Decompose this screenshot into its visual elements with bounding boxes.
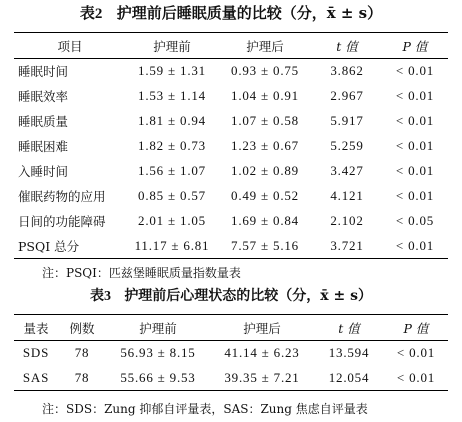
- t-value: 12.054: [314, 366, 384, 391]
- t-value: 5.259: [330, 138, 364, 153]
- psychological-state-table: [14, 314, 448, 391]
- after-value: 41.14 ± 6.23: [224, 345, 300, 361]
- t-value: 5.917: [330, 113, 364, 128]
- header-after: 护理后: [210, 315, 314, 341]
- header-t-value: t 值: [314, 315, 384, 341]
- t-value: 2.967: [330, 88, 364, 103]
- p-value: < 0.01: [395, 63, 435, 79]
- table1-caption-number: 表2: [79, 6, 103, 22]
- row-label: 睡眠质量: [18, 114, 69, 129]
- t-value: 3.427: [330, 163, 364, 178]
- table-row: [14, 59, 448, 84]
- t-value: 3.862: [330, 63, 364, 79]
- after-value: 1.69 ± 0.84: [231, 213, 299, 228]
- after-value: 0.49 ± 0.52: [231, 188, 299, 203]
- table-row: [14, 159, 448, 184]
- table-row: [14, 341, 448, 366]
- after-value: 1.02 ± 0.89: [231, 163, 299, 178]
- header-after: 护理后: [218, 33, 312, 59]
- after-value: 1.07 ± 0.58: [231, 113, 299, 128]
- before-value: 2.01 ± 1.05: [138, 213, 206, 228]
- cases-value: 78: [74, 345, 90, 361]
- after-value: 0.93 ± 0.75: [231, 63, 299, 79]
- table-row: [14, 109, 448, 134]
- p-value: < 0.05: [395, 213, 435, 228]
- table1-note: 注：PSQI：匹兹堡睡眠质量指数量表: [42, 266, 241, 280]
- after-value: 7.57 ± 5.16: [218, 234, 312, 259]
- sleep-quality-table: [14, 32, 448, 259]
- row-label: 睡眠困难: [18, 139, 69, 154]
- row-label: 睡眠时间: [18, 64, 69, 80]
- p-value: < 0.01: [395, 163, 435, 178]
- before-value: 1.82 ± 0.73: [138, 138, 206, 153]
- table2-caption-title: 护理前后心理状态的比较（分，x̄ ± s）: [124, 288, 373, 304]
- table2-caption-number: 表3: [89, 289, 111, 304]
- row-label: SDS: [22, 345, 50, 361]
- row-label: 睡眠效率: [18, 89, 69, 104]
- p-value: < 0.01: [395, 88, 435, 103]
- before-value: 1.81 ± 0.94: [138, 113, 206, 128]
- row-label: SAS: [14, 366, 58, 391]
- t-value: 2.102: [330, 213, 364, 228]
- after-value: 1.04 ± 0.91: [231, 88, 299, 103]
- before-value: 1.53 ± 1.14: [138, 88, 206, 103]
- row-label: 催眠药物的应用: [18, 189, 106, 204]
- before-value: 0.85 ± 0.57: [138, 188, 206, 203]
- header-t-value: t 值: [312, 33, 382, 59]
- p-value: < 0.01: [395, 138, 435, 153]
- t-value: 4.121: [330, 188, 364, 203]
- header-cases: 例数: [58, 315, 106, 341]
- cases-value: 78: [58, 366, 106, 391]
- header-p-value: P 值: [382, 33, 448, 59]
- p-value: < 0.01: [396, 345, 436, 361]
- row-label: PSQI 总分: [14, 234, 126, 259]
- table-header-row: [14, 315, 448, 341]
- row-label: 入睡时间: [18, 164, 69, 179]
- header-before: 护理前: [106, 315, 210, 341]
- row-label: 日间的功能障碍: [18, 214, 106, 229]
- table-row: [14, 134, 448, 159]
- after-value: 1.23 ± 0.67: [231, 138, 299, 153]
- before-value: 1.59 ± 1.31: [138, 63, 206, 79]
- p-value: < 0.01: [384, 366, 448, 391]
- before-value: 56.93 ± 8.15: [120, 345, 196, 361]
- t-value: 3.721: [312, 234, 382, 259]
- table2-note: 注：SDS：Zung 抑郁自评量表，SAS：Zung 焦虑自评量表: [42, 402, 368, 416]
- table2-caption: [0, 286, 462, 307]
- t-value: 13.594: [328, 345, 370, 361]
- header-before: 护理前: [126, 33, 218, 59]
- p-value: < 0.01: [395, 188, 435, 203]
- table-row: [14, 84, 448, 109]
- table-row: [14, 366, 448, 391]
- p-value: < 0.01: [382, 234, 448, 259]
- before-value: 55.66 ± 9.53: [106, 366, 210, 391]
- after-value: 39.35 ± 7.21: [210, 366, 314, 391]
- table-row: [14, 234, 448, 259]
- header-scale: 量表: [14, 315, 58, 341]
- before-value: 11.17 ± 6.81: [126, 234, 218, 259]
- table1-caption: [0, 3, 462, 24]
- table1-caption-title: 护理前后睡眠质量的比较（分，x̄ ± s）: [116, 4, 383, 22]
- header-item: 项目: [14, 33, 126, 59]
- table-header-row: [14, 33, 448, 59]
- p-value: < 0.01: [395, 113, 435, 128]
- table-row: [14, 184, 448, 209]
- header-p-value: P 值: [384, 315, 448, 341]
- table-row: [14, 209, 448, 234]
- before-value: 1.56 ± 1.07: [138, 163, 206, 178]
